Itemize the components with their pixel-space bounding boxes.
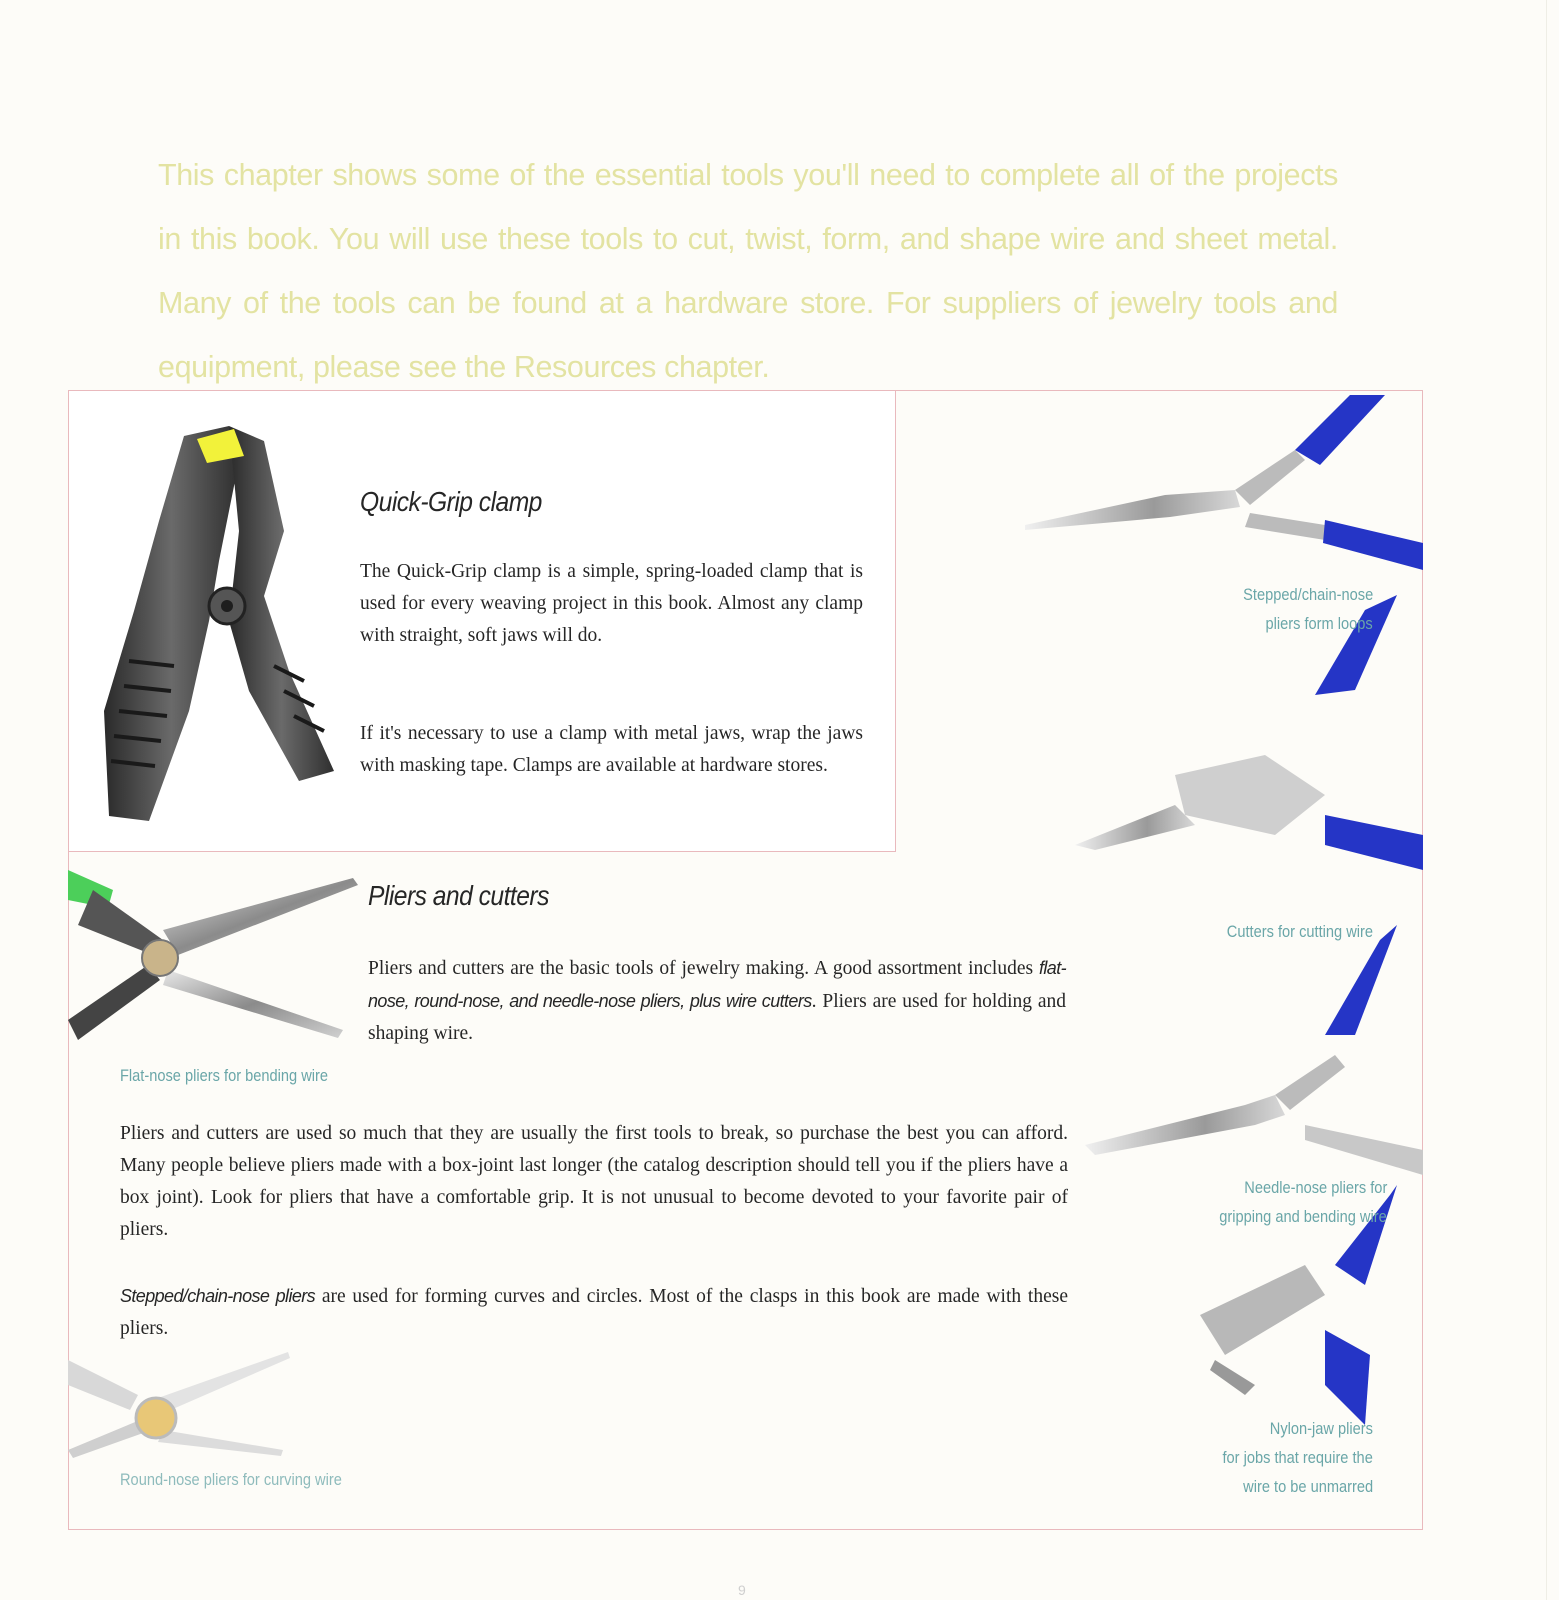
clamp-paragraph-2: If it's necessary to use a clamp with metal jaws, wrap the jaws with masking tape. Clamps are available at hardware stores.	[360, 723, 863, 776]
pliers-paragraph-2: Pliers and cutters are used so much that they are usually the first tools to break, so purchase the best you can afford. Many people believe pliers made with a box-joint last longer (the catalog description should tell you if the pliers have a box joint). Look for pliers that have a comfortable grip. It is not unusual to become devoted to your favorite pair of pliers.	[120, 1123, 1068, 1240]
page-number: 9	[738, 1582, 746, 1598]
pliers-intro-paragraph	[368, 952, 1066, 1050]
pliers-heading: Pliers and cutters	[368, 880, 549, 911]
stepped-caption-line-1: Stepped/chain-nose	[1242, 585, 1373, 604]
flat-nose-caption: Flat-nose pliers for bending wire	[120, 1066, 329, 1085]
page-edge	[1546, 0, 1547, 1600]
round-nose-pliers-illustration	[68, 1350, 298, 1460]
clamp-paragraph-1: The Quick-Grip clamp is a simple, spring-loaded clamp that is used for every weaving project in this book. Almost any clamp with straight, soft jaws will do.	[360, 561, 863, 646]
nylon-jaw-caption-line-2: for jobs that require the	[1222, 1448, 1373, 1467]
intro-paragraph: This chapter shows some of the essential tools you'll need to complete all of the projects in this book. You will use these tools to cut, twist, form, and shape wire and sheet metal. Many of the tools can be found at a hardware store. For suppliers of jewelry tools and equipment, please see the Resources chapter.	[158, 157, 1338, 384]
needle-nose-pliers-illustration	[1085, 925, 1423, 1175]
cutters-caption: Cutters for cutting wire	[1226, 922, 1373, 941]
flat-nose-pliers-illustration	[68, 870, 368, 1055]
pliers-paragraph-3	[120, 1280, 1068, 1345]
nylon-jaw-caption-line-1: Nylon-jaw pliers	[1269, 1419, 1373, 1438]
needle-nose-caption-line-2: gripping and bending wire	[1219, 1207, 1387, 1226]
stepped-pliers-illustration	[1025, 395, 1423, 570]
stepped-caption-line-2: pliers form loops	[1265, 614, 1373, 633]
stepped-pliers-emphasis: Stepped/chain-nose pliers	[120, 1286, 316, 1306]
quick-grip-clamp-illustration	[89, 411, 369, 831]
right-pliers-column	[1025, 395, 1425, 1535]
pliers-paragraph-3-text: are used for forming curves and circles. Most of the clasps in this book are made with these pliers.	[120, 1286, 1068, 1339]
clamp-heading: Quick-Grip clamp	[360, 486, 542, 517]
nylon-jaw-caption-line-3: wire to be unmarred	[1242, 1477, 1373, 1496]
needle-nose-caption-line-1: Needle-nose pliers for	[1243, 1178, 1387, 1197]
pliers-intro-text-b: . Pliers are used for holding and shaping wire.	[368, 991, 1066, 1044]
pliers-intro-text-a: Pliers and cutters are the basic tools of jewelry making. A good assortment includes	[368, 958, 1039, 979]
pliers-types-emphasis: flat-nose, round-nose, and needle-nose pliers, plus wire cutters	[368, 958, 1066, 1011]
round-nose-caption: Round-nose pliers for curving wire	[120, 1470, 342, 1489]
